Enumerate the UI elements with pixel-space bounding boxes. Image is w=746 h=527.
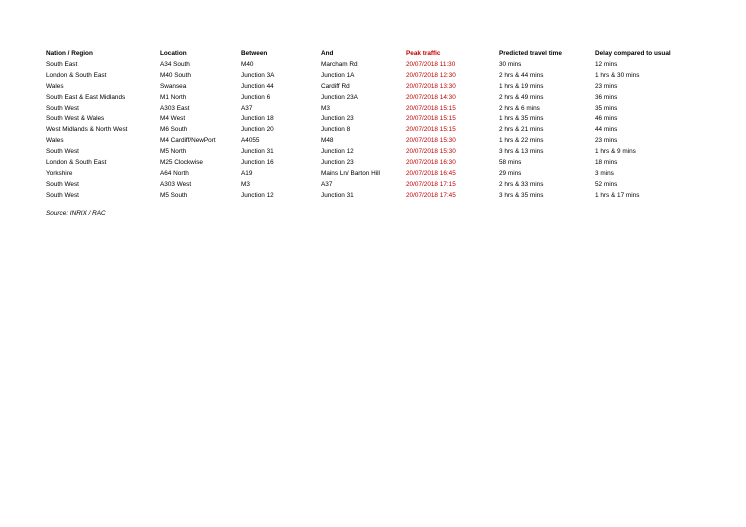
cell-delay: 18 mins <box>595 159 618 167</box>
cell-delay: 35 mins <box>595 104 618 112</box>
cell-peak-traffic: 20/07/2018 16:45 <box>406 169 456 177</box>
table-row <box>46 114 706 125</box>
cell-region: South East <box>46 60 78 68</box>
cell-delay: 44 mins <box>595 126 618 134</box>
header-predicted-travel-time: Predicted travel time <box>499 50 562 57</box>
cell-between: Junction 3A <box>241 71 275 79</box>
cell-and: Junction 12 <box>321 148 354 156</box>
cell-between: M3 <box>241 180 250 188</box>
cell-location: M6 South <box>160 126 188 134</box>
cell-and: A37 <box>321 180 333 188</box>
cell-peak-traffic: 20/07/2018 17:15 <box>406 180 456 188</box>
header-and: And <box>321 50 334 57</box>
cell-between: A19 <box>241 169 253 177</box>
cell-region: South West <box>46 180 79 188</box>
cell-and: Junction 1A <box>321 71 355 79</box>
source-note: Source: INRIX / RAC <box>46 209 106 217</box>
cell-location: M1 North <box>160 93 187 101</box>
cell-between: Junction 12 <box>241 191 274 199</box>
cell-peak-traffic: 20/07/2018 12:30 <box>406 71 456 79</box>
cell-delay: 46 mins <box>595 115 618 123</box>
cell-predicted-travel-time: 58 mins <box>499 159 522 167</box>
header-region: Nation / Region <box>46 50 93 57</box>
cell-between: Junction 31 <box>241 148 274 156</box>
cell-region: South West <box>46 104 79 112</box>
table-row <box>46 169 706 180</box>
cell-location: A34 South <box>160 60 190 68</box>
cell-peak-traffic: 20/07/2018 15:15 <box>406 126 456 134</box>
cell-predicted-travel-time: 2 hrs & 44 mins <box>499 71 544 79</box>
cell-peak-traffic: 20/07/2018 15:30 <box>406 148 456 156</box>
cell-and: Junction 23A <box>321 93 358 101</box>
cell-location: M4 Cardiff/NewPort <box>160 137 216 145</box>
cell-between: Junction 6 <box>241 93 271 101</box>
cell-region: London & South East <box>46 71 107 79</box>
cell-between: M40 <box>241 60 254 68</box>
cell-between: Junction 44 <box>241 82 274 90</box>
cell-delay: 23 mins <box>595 137 618 145</box>
cell-predicted-travel-time: 2 hrs & 6 mins <box>499 104 540 112</box>
cell-location: M40 South <box>160 71 191 79</box>
cell-delay: 36 mins <box>595 93 618 101</box>
table-row <box>46 136 706 147</box>
cell-peak-traffic: 20/07/2018 13:30 <box>406 82 456 90</box>
cell-peak-traffic: 20/07/2018 15:15 <box>406 104 456 112</box>
cell-peak-traffic: 20/07/2018 17:45 <box>406 191 456 199</box>
cell-between: A4055 <box>241 137 260 145</box>
cell-predicted-travel-time: 2 hrs & 49 mins <box>499 93 544 101</box>
cell-and: Junction 8 <box>321 126 351 134</box>
cell-predicted-travel-time: 3 hrs & 35 mins <box>499 191 544 199</box>
traffic-table <box>46 49 706 202</box>
cell-region: London & South East <box>46 159 107 167</box>
cell-peak-traffic: 20/07/2018 15:30 <box>406 137 456 145</box>
traffic-sheet <box>46 49 706 219</box>
cell-delay: 1 hrs & 9 mins <box>595 148 636 156</box>
header-location: Location <box>160 50 187 57</box>
cell-region: West Midlands & North West <box>46 126 128 134</box>
cell-predicted-travel-time: 1 hrs & 19 mins <box>499 82 544 90</box>
cell-peak-traffic: 20/07/2018 14:30 <box>406 93 456 101</box>
table-row <box>46 93 706 104</box>
table-row <box>46 191 706 202</box>
cell-predicted-travel-time: 1 hrs & 35 mins <box>499 115 544 123</box>
cell-delay: 12 mins <box>595 60 618 68</box>
table-row <box>46 60 706 71</box>
cell-and: Cardiff Rd <box>321 82 350 90</box>
cell-between: Junction 20 <box>241 126 274 134</box>
cell-and: M48 <box>321 137 334 145</box>
table-row <box>46 147 706 158</box>
cell-delay: 23 mins <box>595 82 618 90</box>
cell-peak-traffic: 20/07/2018 11:30 <box>406 60 456 68</box>
cell-between: Junction 16 <box>241 159 274 167</box>
header-between: Between <box>241 50 268 57</box>
cell-between: Junction 18 <box>241 115 274 123</box>
table-row <box>46 104 706 115</box>
cell-delay: 1 hrs & 17 mins <box>595 191 640 199</box>
table-body <box>46 60 706 202</box>
cell-location: M25 Clockwise <box>160 159 203 167</box>
cell-location: M4 West <box>160 115 186 123</box>
cell-region: South West & Wales <box>46 115 105 123</box>
cell-and: Junction 23 <box>321 159 354 167</box>
cell-and: M3 <box>321 104 330 112</box>
cell-region: Wales <box>46 137 64 145</box>
cell-and: Junction 31 <box>321 191 354 199</box>
cell-delay: 3 mins <box>595 169 614 177</box>
cell-predicted-travel-time: 29 mins <box>499 169 522 177</box>
cell-and: Marcham Rd <box>321 60 358 68</box>
cell-between: A37 <box>241 104 253 112</box>
cell-predicted-travel-time: 1 hrs & 22 mins <box>499 137 544 145</box>
table-row <box>46 125 706 136</box>
cell-location: A303 West <box>160 180 192 188</box>
table-header-row <box>46 49 706 60</box>
cell-location: M5 North <box>160 148 187 156</box>
cell-location: M5 South <box>160 191 188 199</box>
table-row <box>46 82 706 93</box>
cell-region: South West <box>46 191 79 199</box>
cell-location: Swansea <box>160 82 187 90</box>
cell-location: A64 North <box>160 169 189 177</box>
cell-region: Yorkshire <box>46 169 73 177</box>
cell-peak-traffic: 20/07/2018 15:15 <box>406 115 456 123</box>
cell-predicted-travel-time: 3 hrs & 13 mins <box>499 148 544 156</box>
cell-predicted-travel-time: 30 mins <box>499 60 522 68</box>
table-row <box>46 158 706 169</box>
header-delay: Delay compared to usual <box>595 50 671 57</box>
cell-region: South West <box>46 148 79 156</box>
cell-predicted-travel-time: 2 hrs & 21 mins <box>499 126 544 134</box>
cell-region: Wales <box>46 82 64 90</box>
header-peak-traffic: Peak traffic <box>406 50 441 57</box>
table-row <box>46 71 706 82</box>
cell-region: South East & East Midlands <box>46 93 126 101</box>
table-row <box>46 180 706 191</box>
cell-delay: 1 hrs & 30 mins <box>595 71 640 79</box>
cell-peak-traffic: 20/07/2018 16:30 <box>406 159 456 167</box>
cell-delay: 52 mins <box>595 180 618 188</box>
cell-location: A303 East <box>160 104 190 112</box>
cell-and: Junction 23 <box>321 115 354 123</box>
cell-and: Mains Ln/ Barton Hill <box>321 169 380 177</box>
cell-predicted-travel-time: 2 hrs & 33 mins <box>499 180 544 188</box>
